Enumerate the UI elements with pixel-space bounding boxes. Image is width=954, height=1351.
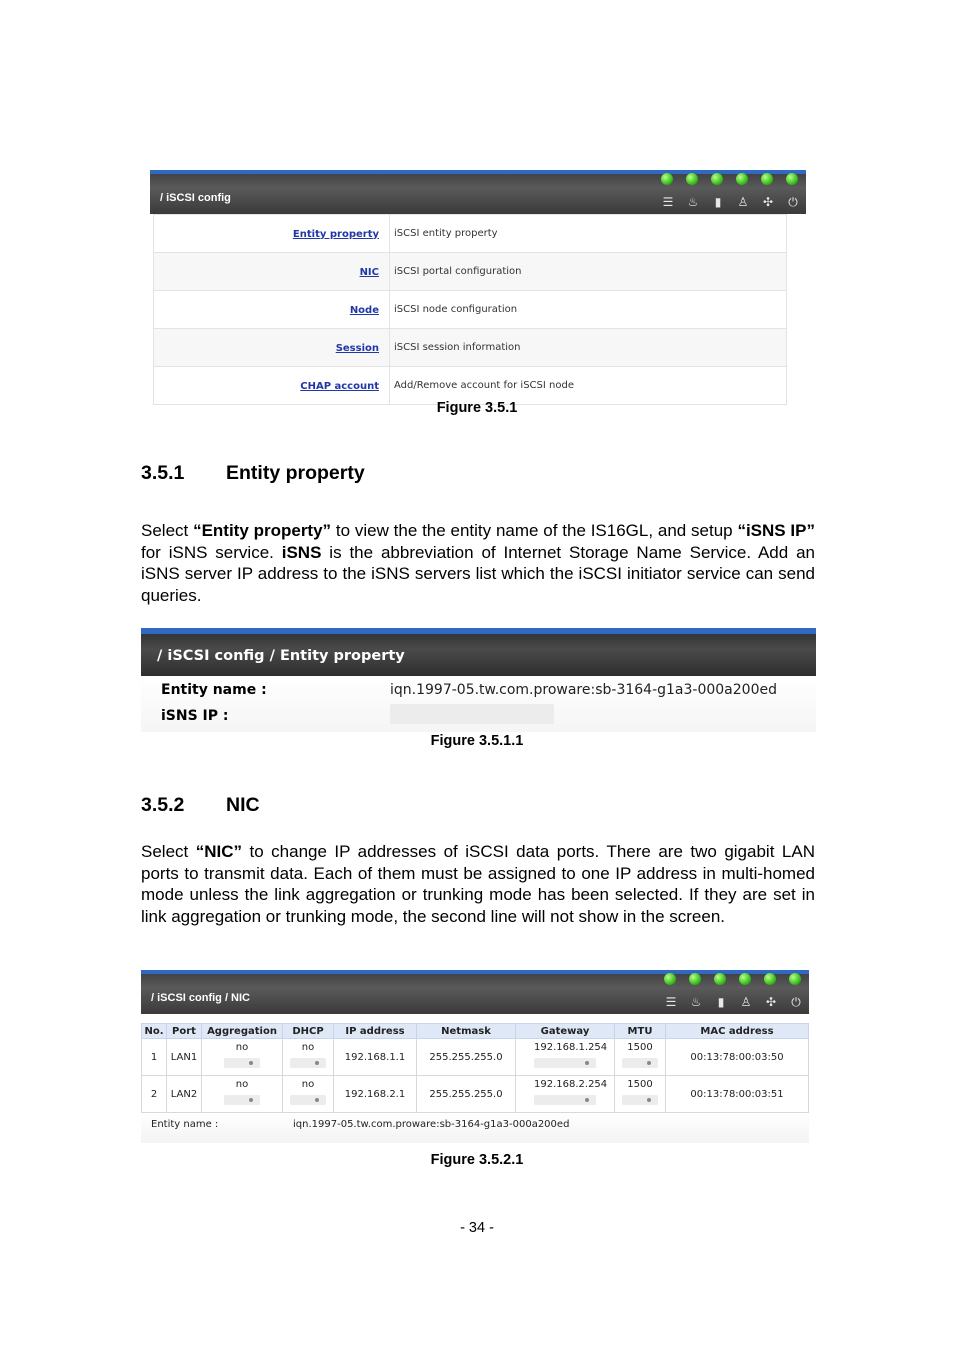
link-chap-account[interactable]: CHAP account	[300, 380, 379, 392]
entity-name-label: Entity name :	[151, 1119, 219, 1130]
status-led-icon	[786, 173, 798, 185]
select-box[interactable]	[290, 1095, 326, 1105]
mtu-select[interactable]	[622, 1079, 658, 1107]
status-led-icon	[736, 173, 748, 185]
text: to change IP addresses of iSCSI data ports. There are two gigabit LAN ports to transmit data. Each of them must be assigned to one IP address in multi-homed mode unless the link aggregation or trunking mode has been selected. If they are set in link aggregation or trunking mode, the second line will not show in the screen.	[141, 842, 815, 926]
status-led-icon	[686, 173, 698, 185]
thermometer-icon[interactable]: ♨	[687, 195, 699, 209]
bold-text: “NIC”	[195, 842, 243, 861]
power-supply-icon[interactable]: ▮	[717, 995, 725, 1009]
paragraph	[141, 841, 815, 927]
dhcp-select[interactable]	[290, 1042, 326, 1070]
text: for iSNS service.	[141, 542, 282, 562]
select-value: 1500	[627, 1078, 653, 1090]
text: Select	[141, 842, 196, 861]
table-row	[154, 291, 787, 329]
row-description: iSCSI session information	[390, 329, 787, 367]
cell-mac: 00:13:78:00:03:51	[666, 1076, 809, 1113]
titlebar-accent	[141, 628, 816, 634]
select-value: no	[235, 1078, 249, 1090]
page-title: / iSCSI config	[160, 192, 231, 204]
iscsi-config-titlebar	[150, 170, 806, 214]
link-nic[interactable]: NIC	[359, 266, 379, 278]
bold-text: “Entity property”	[193, 521, 332, 540]
link-entity-property[interactable]: Entity property	[292, 228, 379, 240]
select-box[interactable]	[224, 1095, 260, 1105]
iscsi-config-menu-table	[153, 214, 787, 405]
select-value: no	[301, 1078, 315, 1090]
aggregation-select[interactable]	[224, 1079, 260, 1107]
status-led-icon	[664, 973, 676, 985]
cell-mac: 00:13:78:00:03:50	[666, 1039, 809, 1076]
select-box[interactable]	[224, 1058, 260, 1068]
section-title: NIC	[226, 794, 260, 816]
entity-name-value: iqn.1997-05.tw.com.proware:sb-3164-g1a3-000a200ed	[390, 682, 777, 698]
aggregation-select[interactable]	[224, 1042, 260, 1070]
nic-footer	[141, 1113, 809, 1143]
page-title: / iSCSI config / NIC	[151, 992, 251, 1004]
row-description: Add/Remove account for iSCSI node	[390, 367, 787, 405]
disk-stack-icon[interactable]: ☰	[662, 195, 674, 209]
figure-caption: Figure 3.5.1	[436, 400, 518, 416]
section-number: 3.5.2	[141, 794, 185, 816]
entity-property-form	[141, 676, 816, 732]
cell-ip: 192.168.2.1	[334, 1076, 417, 1113]
row-description: iSCSI portal configuration	[390, 253, 787, 291]
cell-port: LAN2	[167, 1076, 202, 1113]
cell-ip: 192.168.1.1	[334, 1039, 417, 1076]
cell-port: LAN1	[167, 1039, 202, 1076]
status-led-icon	[764, 973, 776, 985]
cell-netmask: 255.255.255.0	[417, 1039, 516, 1076]
status-led-icon	[711, 173, 723, 185]
figure-nic	[141, 970, 809, 1143]
text: Select	[141, 521, 194, 540]
table-row	[154, 253, 787, 291]
link-node[interactable]: Node	[349, 304, 379, 316]
cell-no: 2	[142, 1076, 167, 1113]
select-value: 1500	[627, 1041, 653, 1053]
status-icons	[664, 995, 803, 1009]
select-value: no	[235, 1041, 249, 1053]
nic-table	[141, 1023, 809, 1113]
status-led-icon	[761, 173, 773, 185]
page-title: / iSCSI config / Entity property	[157, 648, 405, 664]
fan-icon[interactable]: ✣	[762, 195, 774, 209]
entity-property-titlebar	[141, 628, 816, 676]
status-leds	[664, 973, 801, 985]
isns-ip-input[interactable]	[390, 704, 554, 724]
text: to view the the entity name of the IS16GL, and setup	[331, 521, 738, 540]
select-value: 192.168.1.254	[534, 1041, 608, 1053]
column-header: MAC address	[666, 1024, 809, 1039]
power-icon[interactable]: ⏻	[788, 195, 798, 209]
table-row	[142, 1076, 809, 1113]
entity-name-value: iqn.1997-05.tw.com.proware:sb-3164-g1a3-000a200ed	[293, 1119, 570, 1130]
ups-icon[interactable]: ♙	[737, 195, 749, 209]
column-header: Gateway	[516, 1024, 615, 1039]
nic-titlebar	[141, 970, 809, 1014]
column-header: Aggregation	[202, 1024, 283, 1039]
isns-ip-label: iSNS IP :	[161, 708, 229, 724]
figure-entity-property	[141, 628, 816, 732]
select-value: 192.168.2.254	[534, 1078, 608, 1090]
paragraph	[141, 520, 815, 606]
section-title: Entity property	[226, 462, 365, 484]
column-header: Port	[167, 1024, 202, 1039]
gateway-field[interactable]	[534, 1041, 608, 1070]
bold-text: iSNS	[281, 542, 322, 562]
figure-iscsi-config-menu	[150, 170, 806, 405]
dhcp-select[interactable]	[290, 1079, 326, 1107]
column-header: MTU	[615, 1024, 666, 1039]
gateway-field[interactable]	[534, 1078, 608, 1107]
status-led-icon	[689, 973, 701, 985]
select-box[interactable]	[534, 1058, 596, 1068]
select-value: no	[301, 1041, 315, 1053]
fan-icon[interactable]: ✣	[765, 995, 777, 1009]
link-session[interactable]: Session	[335, 342, 379, 354]
ups-icon[interactable]: ♙	[740, 995, 752, 1009]
table-header-row	[142, 1024, 809, 1039]
row-description: iSCSI node configuration	[390, 291, 787, 329]
table-row	[142, 1039, 809, 1076]
column-header: IP address	[334, 1024, 417, 1039]
section-number: 3.5.1	[141, 462, 185, 484]
select-box[interactable]	[534, 1095, 596, 1105]
select-box[interactable]	[290, 1058, 326, 1068]
cell-no: 1	[142, 1039, 167, 1076]
column-header: DHCP	[283, 1024, 334, 1039]
status-leds	[661, 173, 798, 185]
status-led-icon	[714, 973, 726, 985]
row-description: iSCSI entity property	[390, 215, 787, 253]
column-header: Netmask	[417, 1024, 516, 1039]
page-number: - 34 -	[460, 1220, 494, 1236]
status-led-icon	[739, 973, 751, 985]
disk-stack-icon[interactable]: ☰	[665, 995, 677, 1009]
table-row	[154, 329, 787, 367]
thermometer-icon[interactable]: ♨	[690, 995, 702, 1009]
figure-caption: Figure 3.5.2.1	[430, 1152, 524, 1168]
column-header: No.	[142, 1024, 167, 1039]
mtu-select[interactable]	[622, 1042, 658, 1070]
table-row	[154, 367, 787, 405]
table-row	[154, 215, 787, 253]
figure-caption: Figure 3.5.1.1	[430, 733, 524, 749]
power-supply-icon[interactable]: ▮	[714, 195, 722, 209]
cell-netmask: 255.255.255.0	[417, 1076, 516, 1113]
bold-text: “iSNS IP”	[737, 521, 815, 540]
text: is the abbreviation of Internet Storage Name Service. Add an iSNS server IP address to the iSNS servers list which the iSCSI initiator service can send queries.	[141, 542, 815, 605]
status-led-icon	[661, 173, 673, 185]
status-icons	[661, 195, 800, 209]
select-box[interactable]	[622, 1058, 658, 1068]
entity-name-label: Entity name :	[161, 682, 267, 698]
status-led-icon	[789, 973, 801, 985]
select-box[interactable]	[622, 1095, 658, 1105]
power-icon[interactable]: ⏻	[791, 995, 801, 1009]
